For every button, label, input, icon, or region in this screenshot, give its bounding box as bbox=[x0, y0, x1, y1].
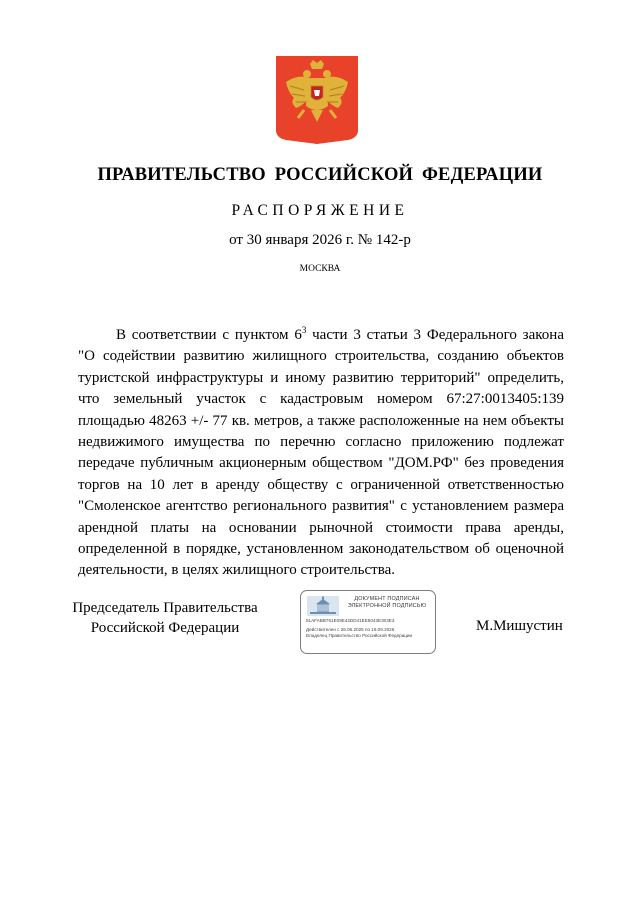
signatory-name: М.Мишустин bbox=[476, 618, 563, 634]
order-text-rest: части 3 статьи 3 Федерального закона "О содействии развитию жилищного строительства, созданию объектов туристской инфраструктуры и иному развитию территорий" определить, что земельный участок с кадастровым номером 67:27:0013405:139 площадью 48263 +/- 77 кв. метров, а также расположенные на нем объекты недвижимого имущества по перечню согласно приложению подлежат передаче публичным акционерным обществом "ДОМ.РФ" без проведения торгов на 10 лет в аренду обществу с ограниченной ответственностью "Смоленское агентство регионального развития" с установлением размера арендной платы на основании рыночной стоимости права аренды, определенной в порядке, установленном законодательством об оценочной деятельности, в целях жилищного строительства. bbox=[78, 327, 564, 579]
order-paragraph bbox=[78, 325, 564, 582]
document-city: МОСКВА bbox=[299, 264, 341, 274]
document-type: РАСПОРЯЖЕНИЕ bbox=[231, 202, 409, 219]
signatory-position-line1: Председатель Правительства bbox=[72, 600, 258, 616]
stamp-certificate-serial: 51AFABB761E09E42DD41EE5043E303E3 bbox=[306, 618, 395, 623]
stamp-title bbox=[339, 596, 435, 610]
order-text bbox=[78, 325, 564, 582]
stamp-owner: Владелец Правительство Российской Федерации bbox=[306, 633, 413, 638]
stamp-valid-period: Действителен с 26.06.2025 по 19.09.2026 bbox=[306, 627, 395, 632]
order-text-superscript: 3 bbox=[301, 325, 307, 335]
government-building-icon bbox=[307, 596, 339, 616]
signatory-position-line2: Российской Федерации bbox=[90, 620, 240, 636]
electronic-signature-stamp bbox=[300, 590, 436, 654]
stamp-title-line2: ЭЛЕКТРОННОЙ ПОДПИСЬЮ bbox=[347, 603, 427, 609]
order-text-start: В соответствии с пунктом 6 bbox=[116, 327, 302, 343]
document-date-number: от 30 января 2026 г. № 142-р bbox=[229, 232, 411, 248]
government-title: ПРАВИТЕЛЬСТВО РОССИЙСКОЙ ФЕДЕРАЦИИ bbox=[97, 165, 543, 185]
stamp-validity bbox=[306, 627, 434, 639]
signatory-position bbox=[60, 598, 270, 638]
coat-of-arms-icon bbox=[276, 56, 358, 144]
stamp-title-line1: ДОКУМЕНТ ПОДПИСАН bbox=[354, 596, 420, 602]
